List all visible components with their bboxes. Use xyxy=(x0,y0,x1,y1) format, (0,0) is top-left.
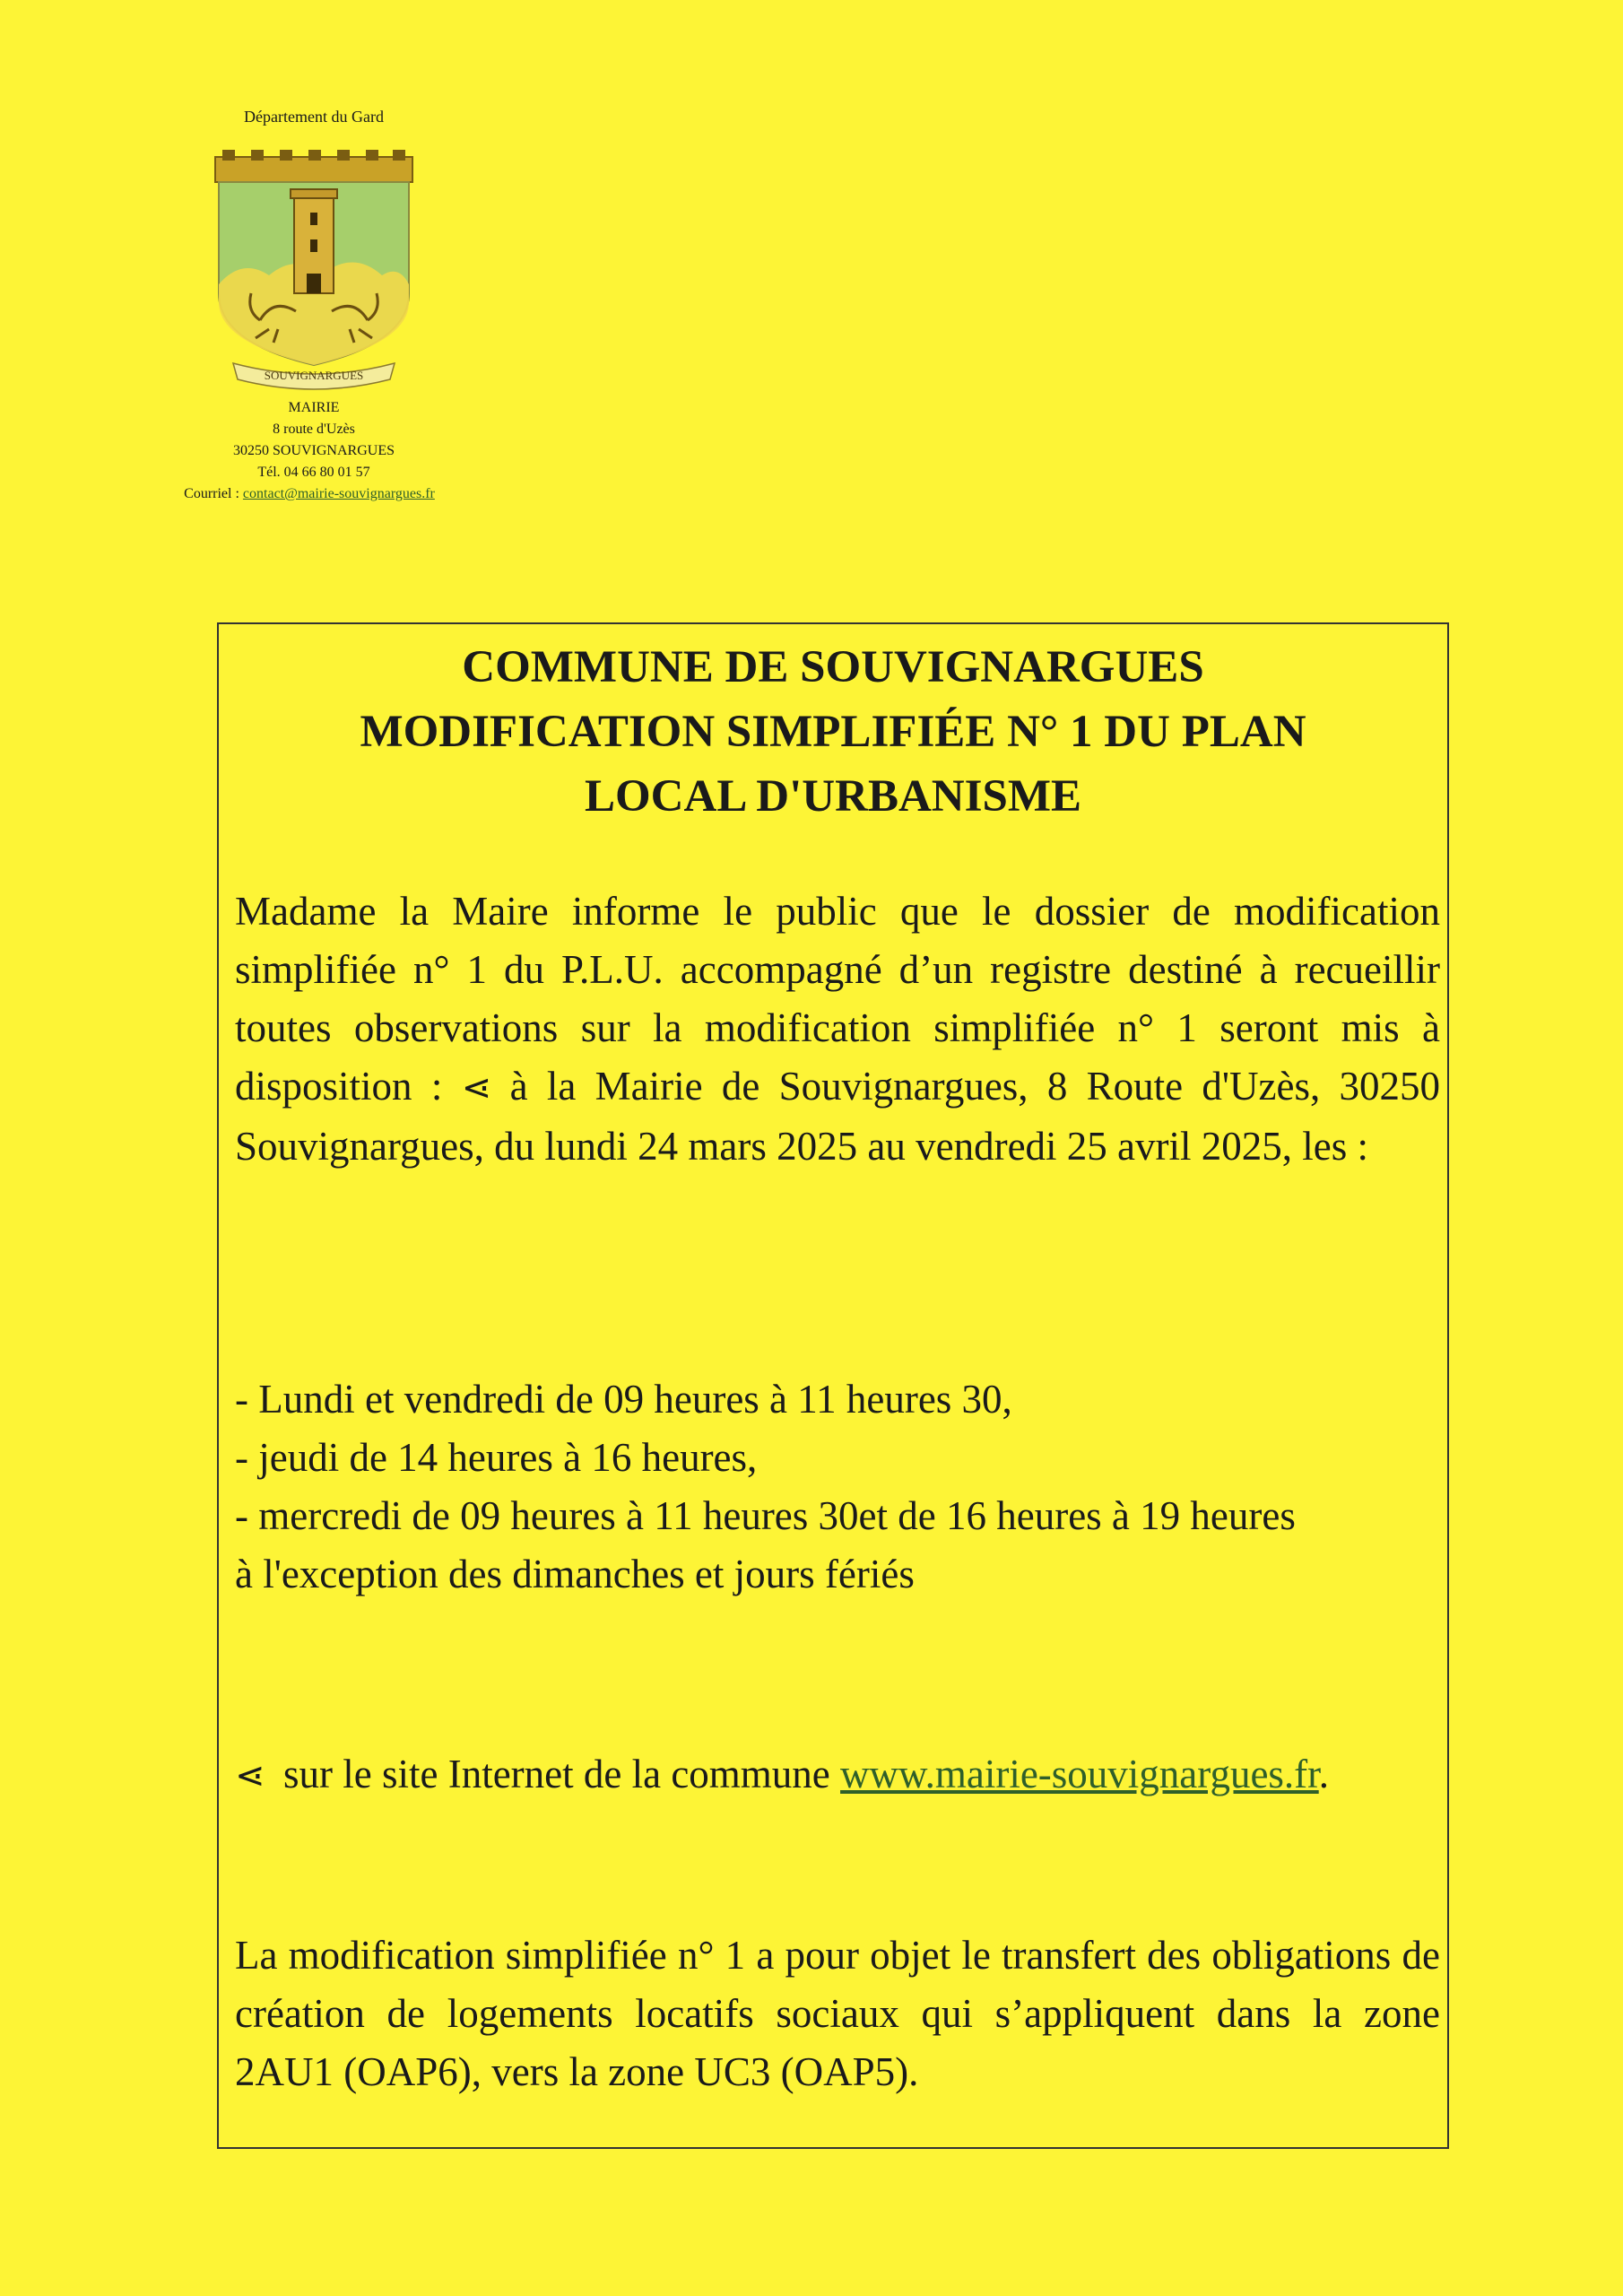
address-street: 8 route d'Uzès xyxy=(273,422,355,437)
website-link[interactable]: www.mairie-souvignargues.fr xyxy=(840,1752,1319,1796)
department-label: Département du Gard xyxy=(244,108,384,126)
bullet-arrow-icon: ⋖ xyxy=(235,1755,265,1796)
bullet-arrow-icon: ⋖ xyxy=(461,1067,492,1109)
hours-item: - Lundi et vendredi de 09 heures à 11 heures 30, xyxy=(235,1377,1012,1422)
email-line xyxy=(108,483,511,505)
location-text: à la Mairie de Souvignargues, 8 Route d'Uzès, 30250 Souvignargues, du lundi 24 mars 2025 au vendredi 25 avril 2025, les : xyxy=(235,1064,1440,1169)
hours-item: - mercredi de 09 heures à 11 heures 30et de 16 heures à 19 heures xyxy=(235,1493,1296,1538)
website-paragraph: ⋖ sur le site Internet de la commune www.mairie-souvignargues.fr. xyxy=(235,1745,1440,1805)
website-text: sur le site Internet de la commune xyxy=(283,1752,830,1796)
notice-title: COMMUNE DE SOUVIGNARGUES MODIFICATION SIMPLIFIÉE N° 1 DU PLAN LOCAL D'URBANISME xyxy=(360,642,1306,822)
email-link[interactable]: contact@mairie-souvignargues.fr xyxy=(242,486,435,501)
email-label: Courriel : xyxy=(184,486,239,501)
exception-text: à l'exception des dimanches et jours fériés xyxy=(235,1552,915,1596)
address-city: 30250 SOUVIGNARGUES xyxy=(232,443,395,458)
notice-box xyxy=(217,622,1449,2149)
svg-text:SOUVIGNARGUES: SOUVIGNARGUES xyxy=(264,369,364,382)
opening-hours xyxy=(235,1370,1440,1604)
object-paragraph: La modification simplifiée n° 1 a pour objet le transfert des obligations de création de logements locatifs sociaux qui s’appliquent dans la zone 2AU1 (OAP6), vers la zone UC3 (OAP5). xyxy=(235,1933,1440,2094)
intro-paragraph: Madame la Maire informe le public que le dossier de modification simplifiée n° 1 du P.L.U. accompagné d’un registre destiné à recueillir toutes observations sur la modification simplifiée n° 1 seront mis à disposition : ⋖ à la Mairie de Souvignargues, 8 Route d'Uzès, 30250 Souvignargues, du lundi 24 mars 2025 au vendredi 25 avril 2025, les : xyxy=(235,889,1440,1169)
mairie-label: MAIRIE xyxy=(288,400,340,415)
letterhead xyxy=(117,108,511,505)
phone-number: Tél. 04 66 80 01 57 xyxy=(257,465,370,480)
coat-of-arms-icon xyxy=(206,150,421,392)
hours-item: - jeudi de 14 heures à 16 heures, xyxy=(235,1435,758,1480)
